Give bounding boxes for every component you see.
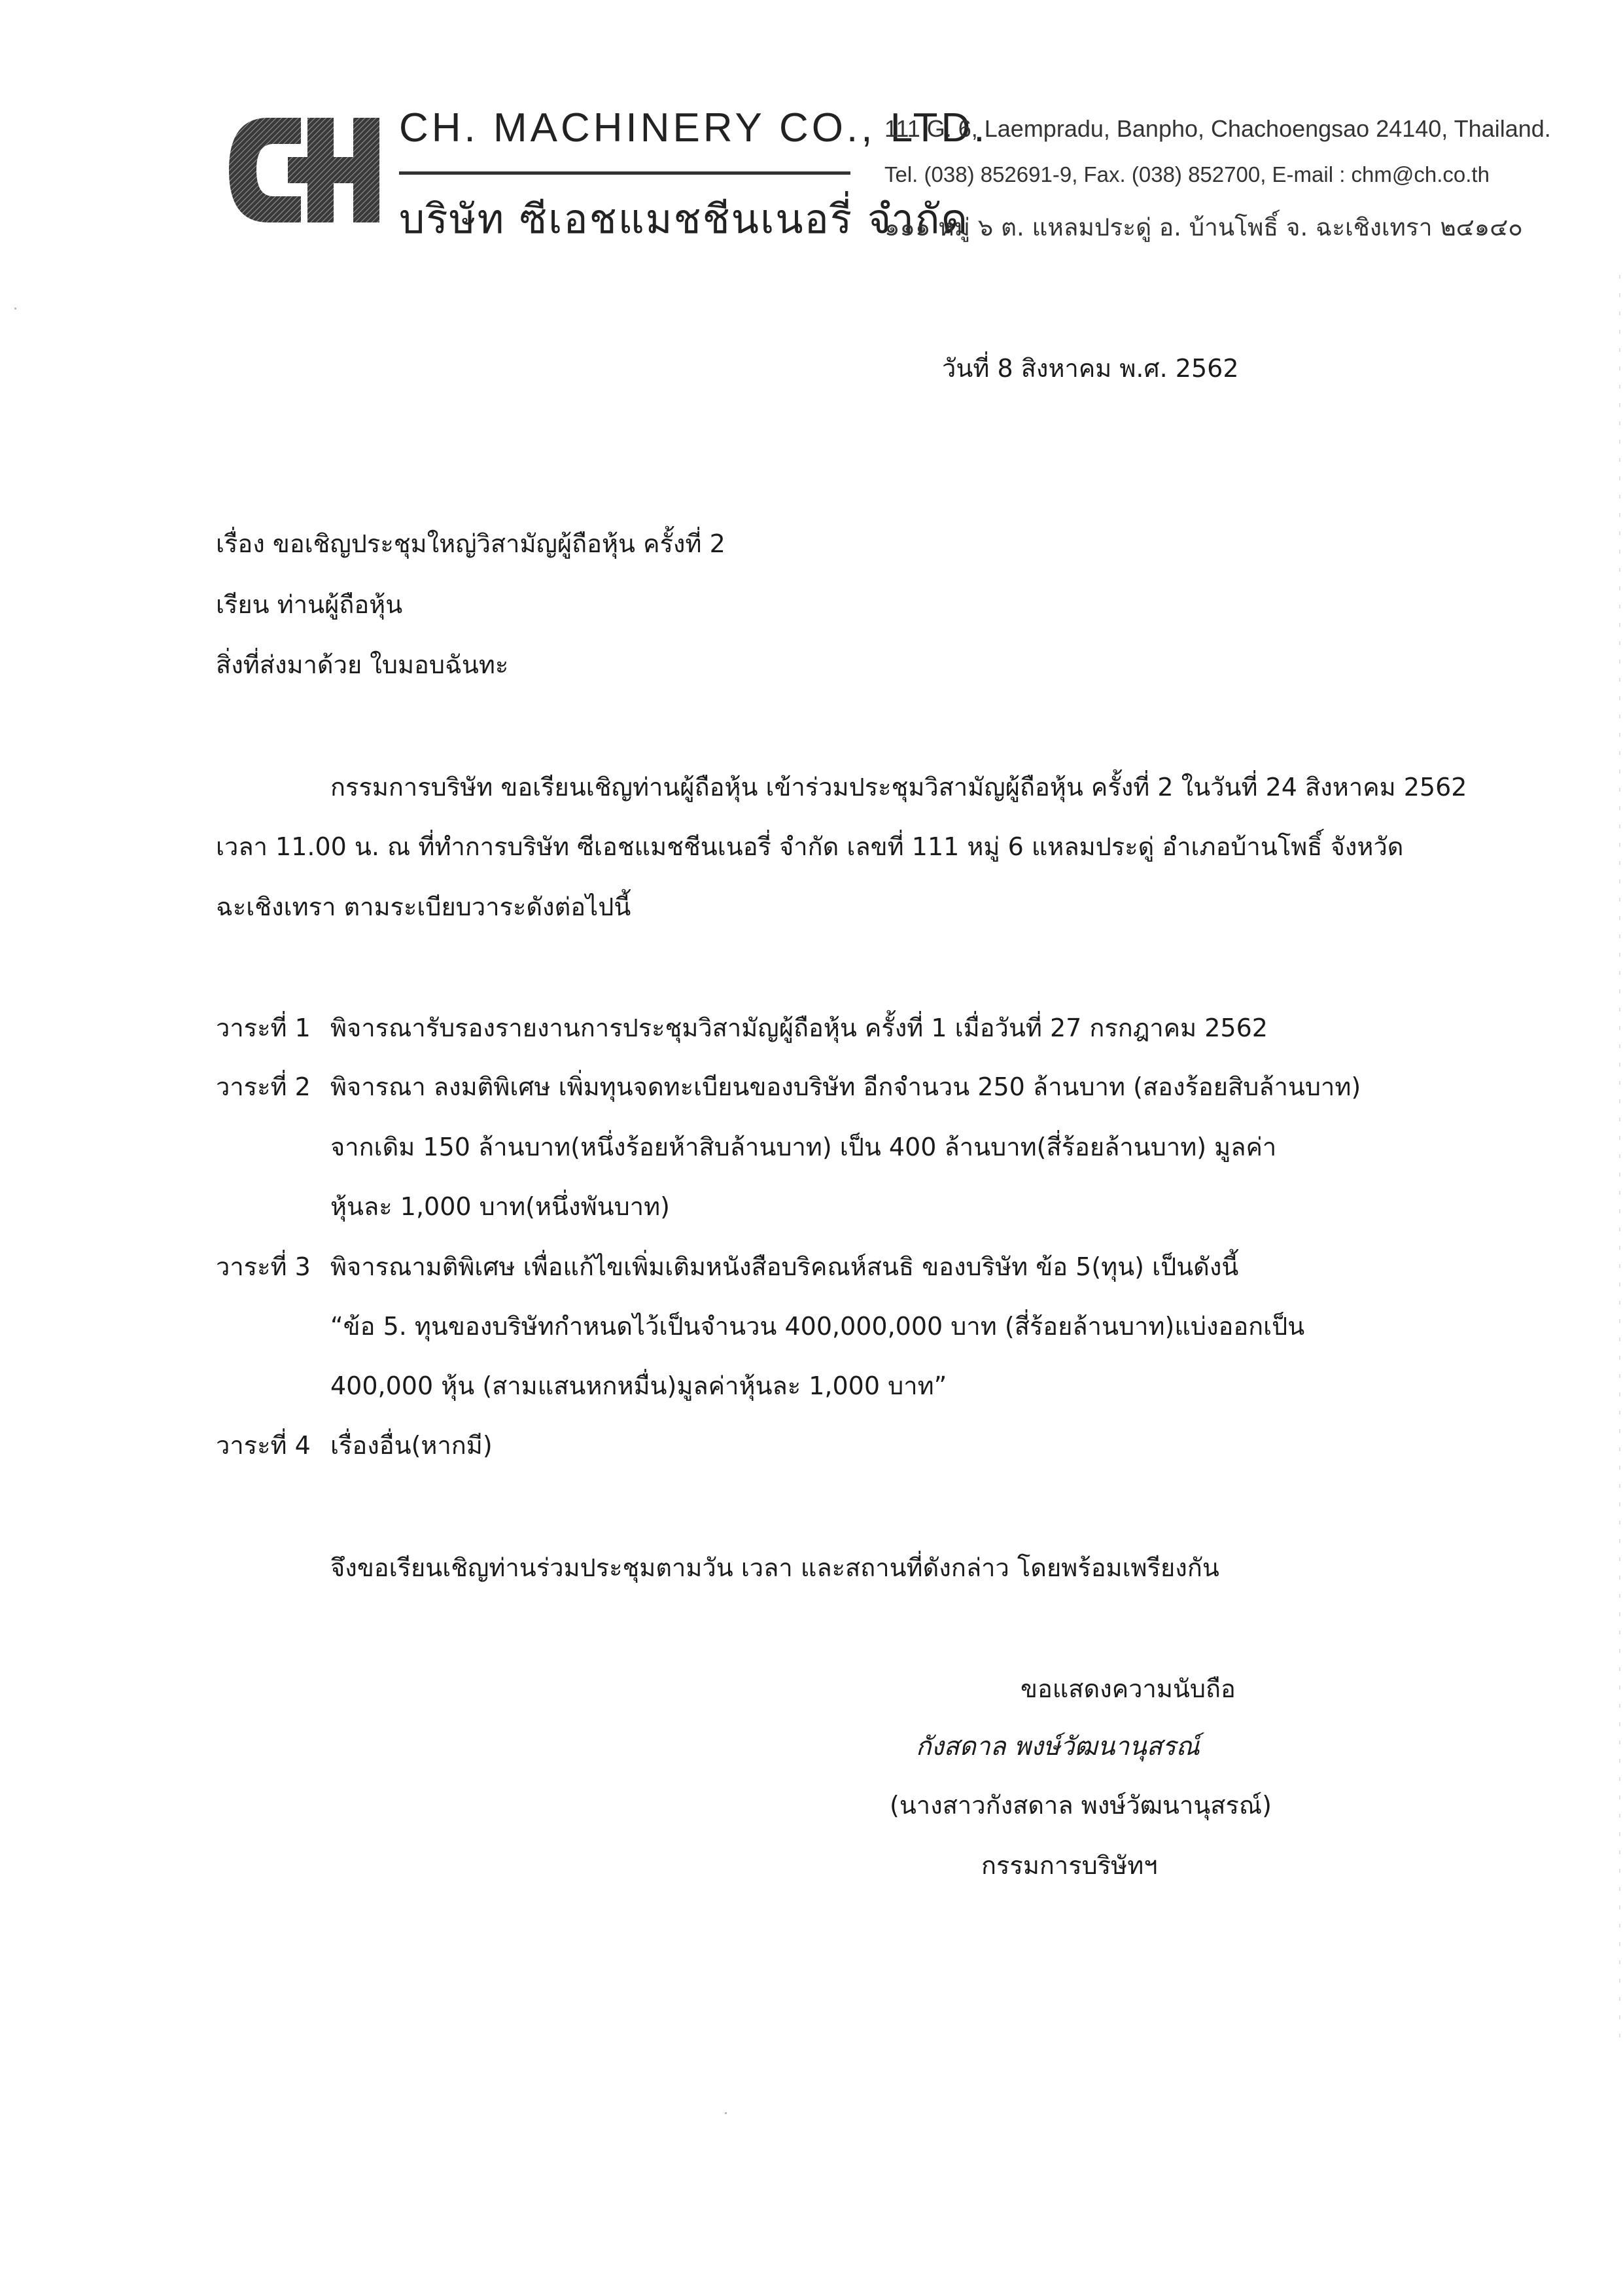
signer-title: กรรมการบริษัทฯ	[981, 1851, 1158, 1880]
signature: กังสดาล พงษ์วัฒนานุสรณ์	[916, 1732, 1200, 1761]
closing-line: จึงขอเรียนเชิญท่านร่วมประชุมตามวัน เวลา และสถานที่ดังกล่าว โดยพร้อมเพรียงกัน	[330, 1553, 1219, 1582]
header-divider	[399, 171, 850, 175]
agenda-text: เรื่องอื่น(หากมี)	[330, 1431, 493, 1460]
company-logo-icon	[222, 105, 386, 236]
agenda-number: วาระที่ 2	[216, 1072, 311, 1101]
intro-line: กรรมการบริษัท ขอเรียนเชิญท่านผู้ถือหุ้น เข้าร่วมประชุมวิสามัญผู้ถือหุ้น ครั้งที่ 2 ในวันที่ 24 สิงหาคม 2562	[330, 773, 1467, 802]
signer-name: (นางสาวกังสดาล พงษ์วัฒนานุสรณ์)	[890, 1791, 1272, 1820]
contact-info: Tel. (038) 852691-9, Fax. (038) 852700, E-mail : chm@ch.co.th	[884, 162, 1490, 186]
letter-subject: เรื่อง ขอเชิญประชุมใหญ่วิสามัญผู้ถือหุ้น ครั้งที่ 2	[216, 529, 725, 558]
agenda-number: วาระที่ 1	[216, 1014, 311, 1042]
scan-speck	[14, 308, 16, 309]
intro-line: เวลา 11.00 น. ณ ที่ทำการบริษัท ซีเอชแมชชีนเนอรี่ จำกัด เลขที่ 111 หมู่ 6 แหลมประดู่ อำเภอบ้านโพธิ์ จังหวัด	[216, 832, 1404, 861]
address-th: ๑๑๑ หมู่ ๖ ต. แหลมประดู่ อ. บ้านโพธิ์ จ. ฉะเชิงเทรา ๒๔๑๔๐	[884, 213, 1523, 241]
scan-speck	[725, 2112, 727, 2114]
agenda-text: 400,000 หุ้น (สามแสนหกหมื่น)มูลค่าหุ้นละ 1,000 บาท”	[330, 1371, 947, 1400]
intro-line: ฉะเชิงเทรา ตามระเบียบวาระดังต่อไปนี้	[216, 892, 631, 921]
scan-edge	[1619, 275, 1620, 2041]
company-name-th: บริษัท ซีเอชแมชชีนเนอรี่ จำกัด	[399, 195, 969, 243]
letter-date: วันที่ 8 สิงหาคม พ.ศ. 2562	[942, 354, 1239, 383]
agenda-text: พิจารณารับรองรายงานการประชุมวิสามัญผู้ถือหุ้น ครั้งที่ 1 เมื่อวันที่ 27 กรกฎาคม 2562	[330, 1014, 1268, 1042]
agenda-text: จากเดิม 150 ล้านบาท(หนึ่งร้อยห้าสิบล้านบาท) เป็น 400 ล้านบาท(สี่ร้อยล้านบาท) มูลค่า	[330, 1133, 1277, 1161]
agenda-number: วาระที่ 3	[216, 1252, 311, 1281]
address-en: 111 G. 6, Laempradu, Banpho, Chachoengsao 24140, Thailand.	[884, 115, 1551, 142]
regards: ขอแสดงความนับถือ	[1021, 1674, 1236, 1703]
letter-enclosure: สิ่งที่ส่งมาด้วย ใบมอบฉันทะ	[216, 650, 509, 679]
agenda-text: พิจารณา ลงมติพิเศษ เพิ่มทุนจดทะเบียนของบริษัท อีกจำนวน 250 ล้านบาท (สองร้อยสิบล้านบาท)	[330, 1072, 1361, 1101]
company-name-en: CH. MACHINERY CO., LTD.	[399, 105, 988, 150]
agenda-text: หุ้นละ 1,000 บาท(หนึ่งพันบาท)	[330, 1192, 670, 1221]
agenda-text: พิจารณามติพิเศษ เพื่อแก้ไขเพิ่มเติมหนังสือบริคณห์สนธิ ของบริษัท ข้อ 5(ทุน) เป็นดังนี้	[330, 1252, 1239, 1281]
agenda-text: “ข้อ 5. ทุนของบริษัทกำหนดไว้เป็นจำนวน 400,000,000 บาท (สี่ร้อยล้านบาท)แบ่งออกเป็น	[330, 1312, 1305, 1341]
letter-recipient: เรียน ท่านผู้ถือหุ้น	[216, 590, 403, 619]
agenda-number: วาระที่ 4	[216, 1431, 311, 1460]
